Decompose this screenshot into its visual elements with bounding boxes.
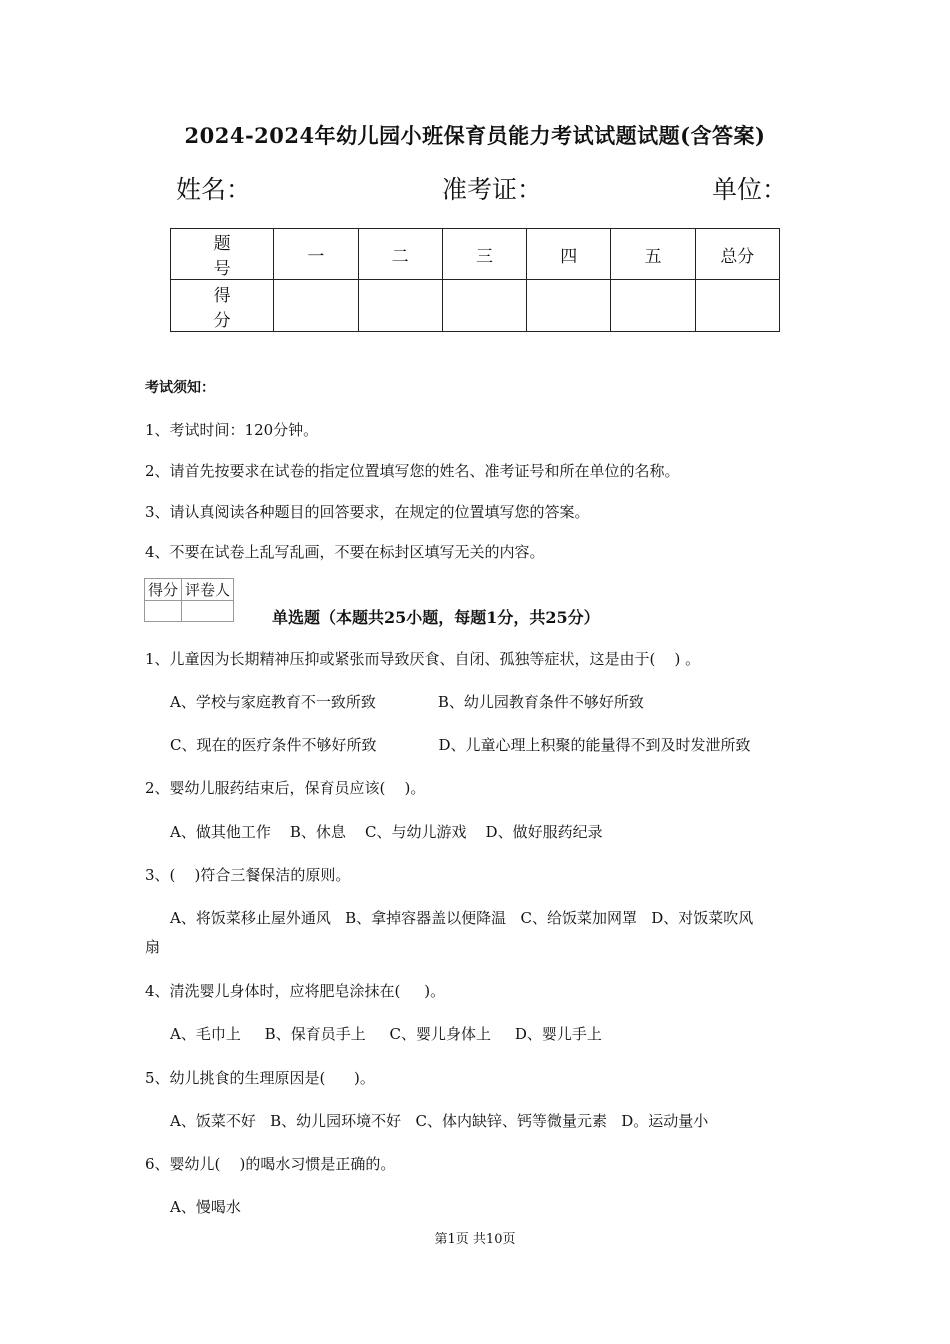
notice-item: 4、不要在试卷上乱写乱画，不要在标封区填写无关的内容。 [145,543,545,561]
grader-name-label: 评卷人 [182,579,234,601]
question-2-options-line: A、做其他工作 B、休息 C、与幼儿游戏 D、做好服药纪录 [170,823,603,841]
notice-item: 3、请认真阅读各种题目的回答要求，在规定的位置填写您的答案。 [145,503,590,521]
notice-heading: 考试须知： [145,380,215,396]
question-2: 2、婴幼儿服药结束后，保育员应该( )。 [145,779,426,797]
score-cell-3[interactable] [442,280,526,332]
question-4: 4、清洗婴儿身体时，应将肥皂涂抹在( )。 [145,982,446,1000]
grader-score-cell[interactable] [145,601,182,622]
grader-box [144,578,234,622]
question-1-options-line: A、学校与家庭教育不一致所致 B、幼儿园教育条件不够好所致 [170,693,644,711]
section-title: 单选题（本题共25小题，每题1分，共25分） [272,608,600,627]
score-cell-1[interactable] [274,280,358,332]
question-6-options-line: A、慢喝水 [170,1198,241,1216]
score-header-3: 三 [442,229,526,280]
name-field-label: 姓名： [176,175,252,204]
notice-item: 1、考试时间：120分钟。 [145,421,319,439]
score-row-label: 得 分 [171,280,274,332]
question-5-options-line: A、饭菜不好 B、幼儿园环境不好 C、体内缺锌、钙等微量元素 D。运动量小 [170,1112,709,1130]
notice-item: 2、请首先按要求在试卷的指定位置填写您的姓名、准考证号和所在单位的名称。 [145,462,680,480]
page-title: 2024-2024年幼儿园小班保育员能力考试试题试题(含答案) [184,123,766,148]
exam-number-field-label: 准考证： [442,175,543,204]
score-cell-4[interactable] [527,280,611,332]
question-3-options-line: A、将饭菜移止屋外通风 B、拿掉容器盖以便降温 C、给饭菜加网罩 D、对饭菜吹风 [170,909,754,927]
score-cell-total[interactable] [695,280,779,332]
score-cell-2[interactable] [358,280,442,332]
grader-name-cell[interactable] [182,601,234,622]
question-1-options-line: C、现在的医疗条件不够好所致 D、儿童心理上积聚的能量得不到及时发泄所致 [170,736,751,754]
question-6: 6、婴幼儿( )的喝水习惯是正确的。 [145,1155,396,1173]
unit-field-label: 单位： [712,175,788,204]
question-3-options-wrap: 扇 [145,938,161,956]
score-header-2: 二 [358,229,442,280]
score-header-1: 一 [274,229,358,280]
score-header-total: 总分 [695,229,779,280]
page-footer: 第1页 共10页 [434,1232,516,1247]
question-1: 1、儿童因为长期精神压抑或紧张而导致厌食、自闭、孤独等症状，这是由于( ) 。 [145,650,701,668]
grader-score-label: 得分 [145,579,182,601]
question-5: 5、幼儿挑食的生理原因是( )。 [145,1069,375,1087]
score-table [170,228,780,332]
score-cell-5[interactable] [611,280,695,332]
question-3: 3、( )符合三餐保洁的原则。 [145,866,351,884]
question-4-options-line: A、毛巾上 B、保育员手上 C、婴儿身体上 D、婴儿手上 [170,1025,602,1043]
score-header-4: 四 [527,229,611,280]
score-header-5: 五 [611,229,695,280]
score-header-label: 题 号 [171,229,274,280]
